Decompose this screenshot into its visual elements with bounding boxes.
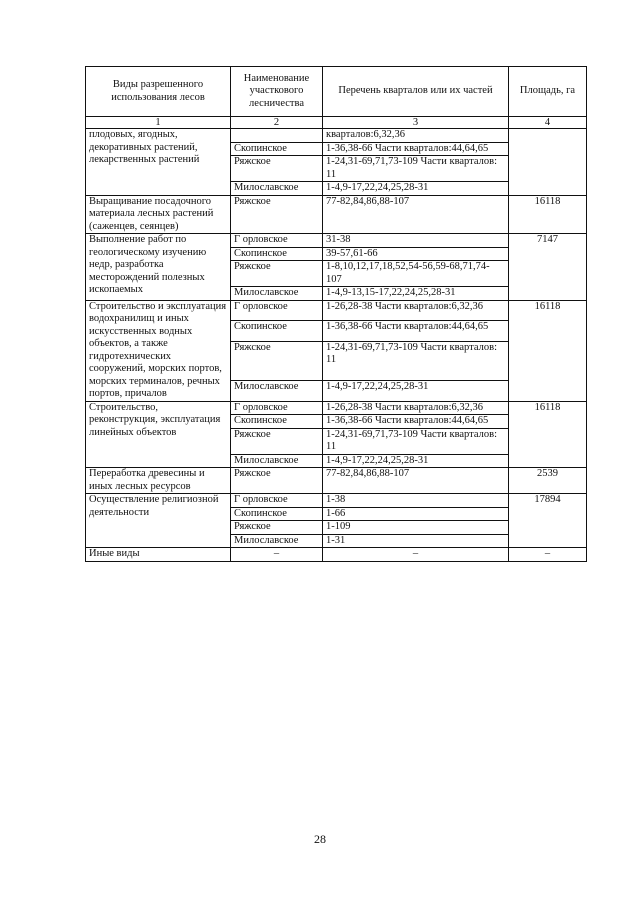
quarters-cell: 1-24,31-69,71,73-109 Части кварталов: 11 — [323, 428, 509, 454]
forestry-cell: Ряжское — [231, 468, 323, 494]
header-quarters: Перечень кварталов или их частей — [323, 67, 509, 117]
forestry-cell — [231, 129, 323, 143]
column-number: 4 — [509, 117, 587, 129]
forestry-cell: Скопинское — [231, 415, 323, 429]
area-cell — [509, 129, 587, 196]
forestry-cell: Г орловское — [231, 234, 323, 248]
forestry-cell: Ряжское — [231, 521, 323, 535]
quarters-cell: – — [323, 548, 509, 562]
forestry-cell: Ряжское — [231, 195, 323, 234]
quarters-cell: 1-66 — [323, 507, 509, 521]
quarters-cell: 1-36,38-66 Части кварталов:44,64,65 — [323, 321, 509, 342]
quarters-cell: 1-36,38-66 Части кварталов:44,64,65 — [323, 415, 509, 429]
forestry-cell: Ряжское — [231, 341, 323, 380]
use-type-cell: Строительство и эксплуатация водохранилищ и иных искусственных водных объектов, а также гидротехнических сооружений, морских портов, морских терминалов, речных портов, причалов — [86, 300, 231, 401]
forestry-cell: Г орловское — [231, 300, 323, 321]
quarters-cell: 1-26,28-38 Части кварталов:6,32,36 — [323, 401, 509, 415]
forestry-cell: Милославское — [231, 454, 323, 468]
area-cell: 16118 — [509, 300, 587, 401]
column-number: 1 — [86, 117, 231, 129]
column-number-row — [86, 117, 587, 129]
quarters-cell: 39-57,61-66 — [323, 247, 509, 261]
table-row — [86, 468, 587, 494]
area-cell: – — [509, 548, 587, 562]
quarters-cell: 1-26,28-38 Части кварталов:6,32,36 — [323, 300, 509, 321]
table-header — [86, 67, 587, 129]
table-row — [86, 494, 587, 508]
forestry-cell: Милославское — [231, 534, 323, 548]
quarters-cell: 1-4,9-17,22,24,25,28-31 — [323, 380, 509, 401]
area-cell: 2539 — [509, 468, 587, 494]
column-number: 2 — [231, 117, 323, 129]
forestry-cell: Скопинское — [231, 247, 323, 261]
forestry-cell: Милославское — [231, 380, 323, 401]
use-type-cell: Выращивание посадочного материала лесных растений (саженцев, сеянцев) — [86, 195, 231, 234]
quarters-cell: 77-82,84,86,88-107 — [323, 468, 509, 494]
quarters-cell: 1-8,10,12,17,18,52,54-56,59-68,71,74-107 — [323, 261, 509, 287]
forestry-cell: Г орловское — [231, 401, 323, 415]
quarters-cell: 1-31 — [323, 534, 509, 548]
area-cell: 17894 — [509, 494, 587, 548]
use-type-cell: Строительство, реконструкция, эксплуатация линейных объектов — [86, 401, 231, 468]
quarters-cell: 1-4,9-13,15-17,22,24,25,28-31 — [323, 287, 509, 301]
column-number: 3 — [323, 117, 509, 129]
forest-use-table — [85, 66, 587, 562]
table-row — [86, 401, 587, 415]
forestry-cell: Милославское — [231, 287, 323, 301]
table-row — [86, 129, 587, 143]
header-use-type: Виды разрешенного использования лесов — [86, 67, 231, 117]
area-cell: 16118 — [509, 195, 587, 234]
forestry-cell: Скопинское — [231, 321, 323, 342]
quarters-cell: 1-109 — [323, 521, 509, 535]
area-cell: 7147 — [509, 234, 587, 301]
forestry-cell: – — [231, 548, 323, 562]
forestry-cell: Милославское — [231, 182, 323, 196]
quarters-cell: 1-24,31-69,71,73-109 Части кварталов: 11 — [323, 341, 509, 380]
forestry-cell: Скопинское — [231, 142, 323, 156]
use-type-cell: плодовых, ягодных, декоративных растений, лекарственных растений — [86, 129, 231, 196]
use-type-cell: Иные виды — [86, 548, 231, 562]
quarters-cell: 1-24,31-69,71,73-109 Части кварталов: 11 — [323, 156, 509, 182]
quarters-cell: 77-82,84,86,88-107 — [323, 195, 509, 234]
table-body — [86, 129, 587, 562]
forestry-cell: Ряжское — [231, 261, 323, 287]
header-area: Площадь, га — [509, 67, 587, 117]
table-row — [86, 195, 587, 234]
forestry-cell: Ряжское — [231, 156, 323, 182]
quarters-cell: 31-38 — [323, 234, 509, 248]
table-row — [86, 234, 587, 248]
forestry-cell: Скопинское — [231, 507, 323, 521]
page-number: 28 — [314, 832, 326, 846]
area-cell: 16118 — [509, 401, 587, 468]
quarters-cell: 1-38 — [323, 494, 509, 508]
header-row — [86, 67, 587, 117]
quarters-cell: кварталов:6,32,36 — [323, 129, 509, 143]
table-row — [86, 300, 587, 321]
forestry-cell: Г орловское — [231, 494, 323, 508]
table-row — [86, 548, 587, 562]
forestry-cell: Ряжское — [231, 428, 323, 454]
use-type-cell: Выполнение работ по геологическому изучению недр, разработка месторождений полезных ископаемых — [86, 234, 231, 301]
use-type-cell: Переработка древесины и иных лесных ресурсов — [86, 468, 231, 494]
use-type-cell: Осуществление религиозной деятельности — [86, 494, 231, 548]
quarters-cell: 1-4,9-17,22,24,25,28-31 — [323, 454, 509, 468]
quarters-cell: 1-4,9-17,22,24,25,28-31 — [323, 182, 509, 196]
quarters-cell: 1-36,38-66 Части кварталов:44,64,65 — [323, 142, 509, 156]
header-forestry: Наименование участкового лесничества — [231, 67, 323, 117]
